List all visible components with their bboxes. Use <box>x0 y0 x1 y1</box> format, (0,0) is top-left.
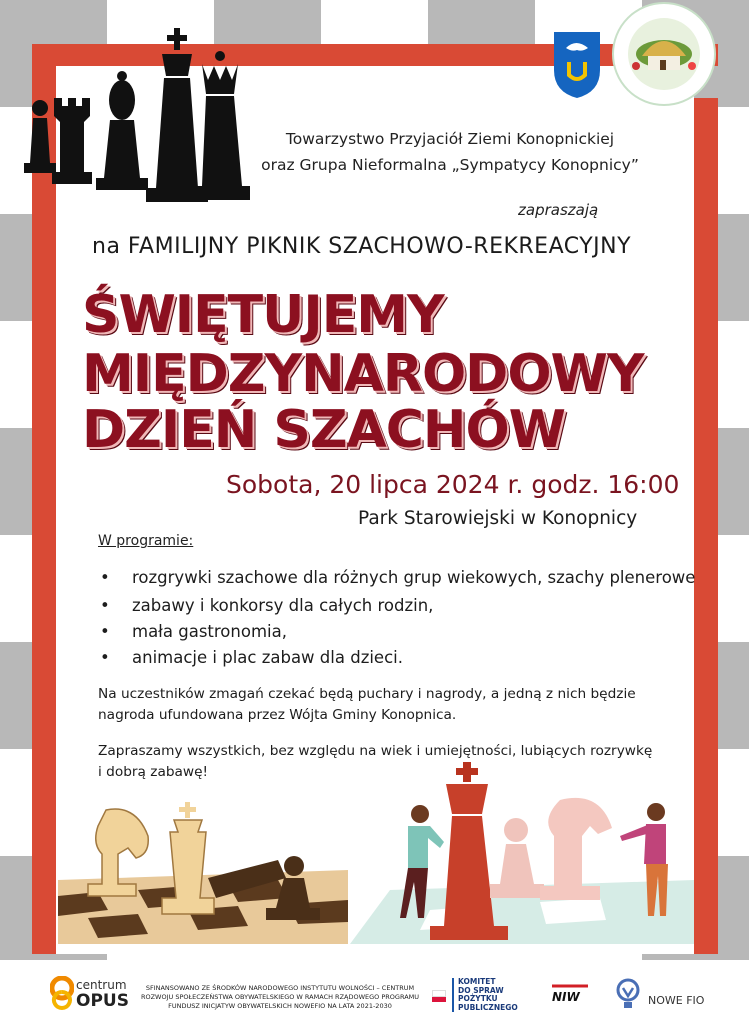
event-date: Sobota, 20 lipca 2024 r. godz. 16:00 <box>226 470 680 499</box>
program-item: • rozgrywki szachowe dla różnych grup wiekowych, szachy plenerowe <box>100 568 696 587</box>
chessboard-illustration-icon <box>58 800 348 944</box>
frame-right <box>694 98 718 954</box>
centrum-opus-icon <box>50 976 74 1010</box>
black-chess-pieces-icon <box>24 28 254 208</box>
program-item: • animacje i plac zabaw dla dzieci. <box>100 648 403 667</box>
program-item: • zabawy i konkorsy dla całych rodzin, <box>100 596 434 615</box>
komitet-logo: KOMITET DO SPRAW POŻYTKU PUBLICZNEGO <box>458 977 518 1012</box>
title-line-1: ŚWIĘTUJEMY <box>82 285 444 345</box>
event-subtitle: na FAMILIJNY PIKNIK SZACHOWO-REKREACYJNY <box>92 234 632 259</box>
organizer-line-2: oraz Grupa Nieformalna „Sympatycy Konopnicy” <box>261 156 639 174</box>
funding-line-2: ROZWOJU SPOŁECZEŃSTWA OBYWATELSKIEGO W RAMACH RZĄDOWEGO PROGRAMU <box>140 993 420 1001</box>
centrum-label: centrum <box>76 978 127 992</box>
people-with-chess-pieces-icon <box>350 760 694 944</box>
prizes-line-2: nagroda ufundowana przez Wójta Gminy Konopnica. <box>98 707 457 723</box>
welcome-line-2: i dobrą zabawę! <box>98 764 209 780</box>
nowe-fio-label: NOWE FIO <box>648 994 705 1007</box>
prizes-line-1: Na uczestników zmagań czekać będą puchary i nagrody, a jedną z nich będzie <box>98 686 636 702</box>
program-heading: W programie: <box>98 533 194 549</box>
niw-label: NIW <box>552 990 580 1004</box>
polish-flag-icon <box>432 990 446 1000</box>
funding-line-1: SFINANSOWANO ZE ŚRODKÓW NARODOWEGO INSTYTUTU WOLNOŚCI – CENTRUM <box>145 984 415 992</box>
opus-label: OPUS <box>76 991 129 1011</box>
coat-of-arms-icon <box>552 30 602 100</box>
organizer-line-1: Towarzystwo Przyjaciół Ziemi Konopnickiej <box>285 130 615 148</box>
event-place: Park Starowiejski w Konopnicy <box>358 508 638 529</box>
welcome-line-1: Zapraszamy wszystkich, bez względu na wiek i umiejętności, lubiących rozrywkę <box>98 743 653 759</box>
program-item: • mała gastronomia, <box>100 622 287 641</box>
funding-line-3: FUNDUSZ INICJATYW OBYWATELSKICH NOWEFIO NA LATA 2021-2030 <box>168 1002 392 1010</box>
nowe-fio-icon <box>614 978 642 1010</box>
title-line-2: MIĘDZYNARODOWY <box>82 344 644 404</box>
society-logo-icon <box>612 2 716 106</box>
title-line-3: DZIEŃ SZACHÓW <box>82 400 566 460</box>
komitet-divider <box>452 978 454 1012</box>
invite-text: zapraszają <box>518 201 599 219</box>
